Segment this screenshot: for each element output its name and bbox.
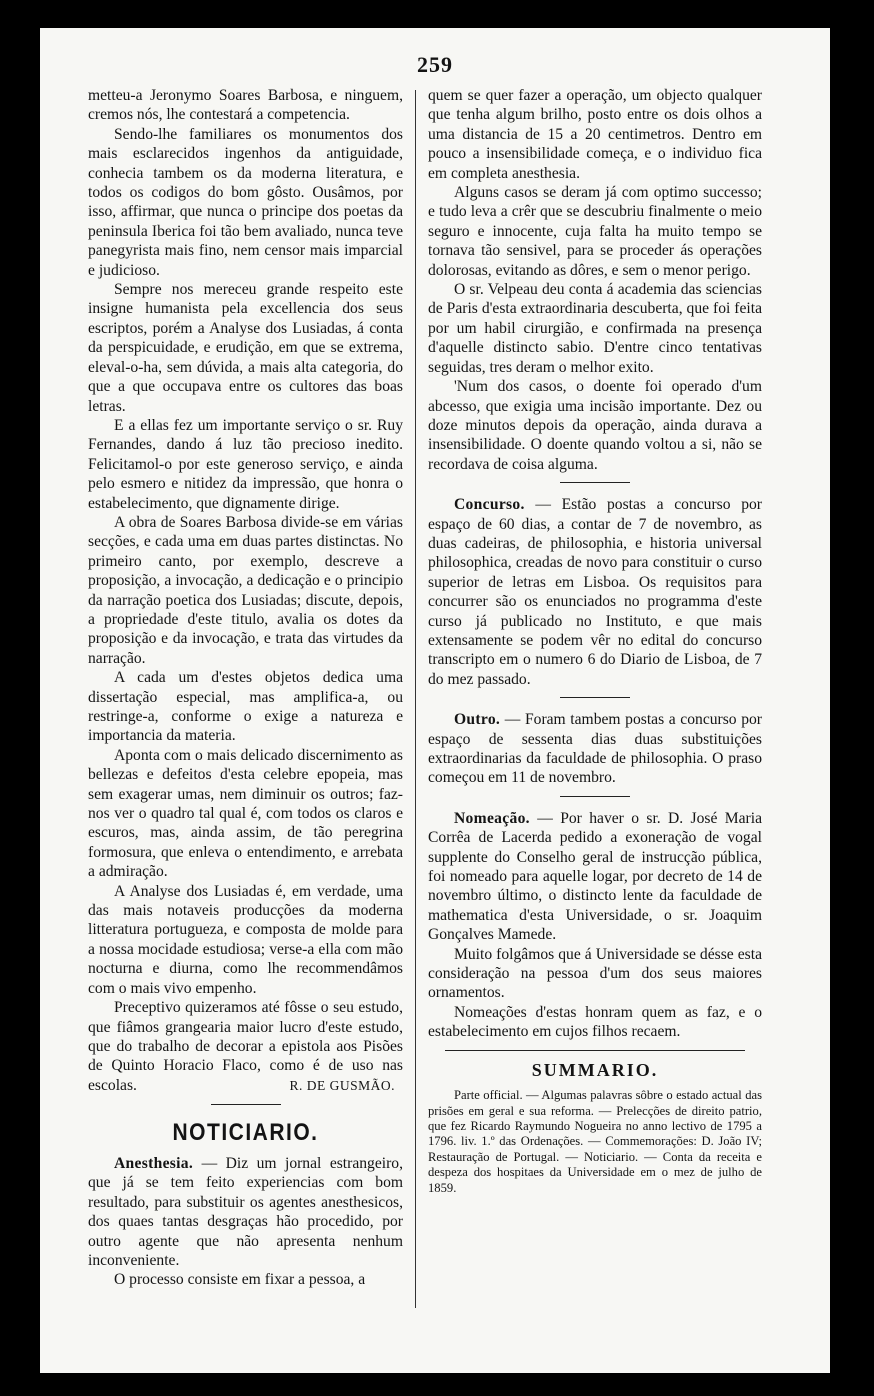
paragraph: Muito folgâmos que á Universidade se désse esta consideração na pessoa d'um dos seus maiores ornamentos.	[428, 945, 762, 1002]
paragraph: quem se quer fazer a operação, um objecto qualquer que tenha algum brilho, posto entre os dois olhos a uma distancia de 15 a 20 centimetros. Dentro em pouco a insensibilidade começa, e o individuo fica em completa anesthesia.	[428, 87, 762, 182]
summary-title: SUMMARIO.	[531, 1059, 659, 1080]
column-divider	[415, 90, 416, 1308]
author-signature: R. DE GUSMÃO.	[289, 1078, 395, 1094]
news-item-nomeacao	[428, 809, 762, 945]
divider	[560, 697, 630, 698]
right-column	[428, 86, 762, 1196]
divider	[560, 482, 630, 483]
paragraph: A Analyse dos Lusiadas é, em verdade, uma das mais notaveis producções da moderna litteratura portugueza, e composta de molde para a nossa mocidade estudiosa; verse-a ella com mão nocturna e diurna, como lhe recommendâmos com o mais vivo empenho.	[88, 882, 403, 997]
news-lead: Anesthesia.	[114, 1154, 194, 1172]
newspaper-page	[40, 28, 830, 1373]
paragraph: Preceptivo quizeramos até fôsse o seu estudo, que fiâmos grangearia maior lucro d'este estudo, que do trabalho de decorar a epistola aos Pisões de Quinto Horacio Flaco, como é de uso nas escolas.	[88, 999, 403, 1094]
paragraph: 'Num dos casos, o doente foi operado d'um abcesso, que exigia uma incisão importante. Dez ou doze minutos depois da operação, ainda durava a insensibilidade. O doente quando voltou a si, não se recordava de coisa alguma.	[428, 378, 762, 473]
paragraph: O sr. Velpeau deu conta á academia das sciencias de Paris d'esta extraordinaria descuberta, que foi feita por um habil cirurgião, e confirmada na presença d'aquelle distincto sabio. D'entre cinco tentativas seguidas, tres deram o melhor exito.	[428, 281, 762, 376]
paragraph: Aponta com o mais delicado discernimento as bellezas e defeitos d'esta celebre epopeia, mas sem exagerar umas, nem diminuir os outros; faz-nos ver o quadro tal qual é, com todos os claros e escuros, mas, ainda assim, de tão peregrina formosura, que enleva o entendimento, e arrebata a admiração.	[88, 746, 403, 881]
paragraph: E a ellas fez um importante serviço o sr. Ruy Fernandes, dando á luz tão precioso inedito. Felicitamol-o por este generoso serviço, e ainda pelo esmero e nitidez da impressão, que honra o estabelecimento, que dignamente dirige.	[88, 416, 403, 512]
news-item-outro	[428, 710, 762, 788]
left-column	[88, 86, 403, 1290]
section-title: NOTICIARIO.	[172, 1118, 319, 1146]
summary-text: Parte official. — Algumas palavras sôbre o estado actual das prisões em geral e sua reforma. — Prelecções de direito patrio, que fez Ricardo Raymundo Nogueira no anno lectivo de 1795 a 1796. liv. 1.º das Ordenações. — Commemorações: D. João IV; Restauração de Portugal. — Noticiario. — Conta da receita e despeza dos hospitaes da Universidade em o mez de julho de 1859.	[428, 1088, 762, 1195]
news-text: — Por haver o sr. D. José Maria Corrêa de Lacerda pedido a exoneração de vogal supplente do Conselho geral de instrucção pública, foi nomeado para aquelle logar, por decreto de 14 de novembro último, o distincto lente da faculdade de mathematica d'esta Universidade, o sr. Joaquim Gonçalves Mamede.	[428, 809, 762, 944]
divider	[445, 1050, 745, 1051]
paragraph: Sendo-lhe familiares os monumentos dos mais esclarecidos ingenhos da antiguidade, conhecia tambem os da moderna literatura, e todos os codigos do bom gôsto. Ousâmos, por isso, affirmar, que nunca o principe dos poetas da peninsula Iberica foi tão bem avaliado, nunca teve panegyrista mais fino, nem censor mais imparcial e judicioso.	[88, 125, 403, 279]
news-lead: Concurso.	[454, 496, 525, 514]
news-lead: Outro.	[454, 711, 501, 729]
paragraph: O processo consiste em fixar a pessoa, a	[114, 1271, 366, 1289]
page-number: 259	[417, 52, 453, 77]
news-item-concurso	[428, 495, 762, 689]
divider	[560, 796, 630, 797]
paragraph: Nomeações d'estas honram quem as faz, e o estabelecimento em cujos filhos recaem.	[428, 1003, 762, 1041]
news-text: — Estão postas a concurso por espaço de 60 dias, a contar de 7 de novembro, as duas cadeiras, de philosophia, e historia universal philosophica, creadas de novo para constituir o curso superior de letras em Lisboa. Os requisitos para concurrer são os enunciados no programma d'este curso já publicado no Instituto, e que mais extensamente se podem vêr no edital do concurso transcripto em o numero 6 do Diario de Lisboa, de 7 do mez passado.	[428, 496, 762, 688]
news-item-anesthesia	[88, 1154, 403, 1270]
news-text: — Foram tambem postas a concurso por espaço de sessenta dias duas substituições extraordinarias da faculdade de philosophia. O praso começou em 11 de novembro.	[428, 711, 762, 787]
paragraph: A obra de Soares Barbosa divide-se em várias secções, e cada uma em duas partes distinctas. No primeiro canto, por exemplo, descreve a proposição, a invocação, a dedicação e o principio da narração poetica dos Lusiadas; discute, depois, a propriedade d'este titulo, avalia os dotes da proposição e da invocação, e trata das virtudes da narração.	[88, 513, 403, 667]
news-lead: Nomeação.	[454, 809, 530, 827]
paragraph: metteu-a Jeronymo Soares Barbosa, e ninguem, cremos nós, lhe contestará a competencia.	[88, 87, 403, 124]
news-text: — Diz um jornal estrangeiro, que já se tem feito experiencias com bom resultado, para substituir os agentes anesthesicos, dos quaes tantas desgraças hão procedido, por outro agente que não apresenta nenhum inconveniente.	[88, 1154, 403, 1269]
paragraph: Sempre nos mereceu grande respeito este insigne humanista pela excellencia dos seus escriptos, porém a Analyse dos Lusiadas, á conta da perspicuidade, e erudição, em que se extrema, eleval-o-ha, sem dúvida, a mais alta categoria, do que a que occupava entre os cultores das boas letras.	[88, 281, 403, 415]
paragraph: A cada um d'estes objetos dedica uma dissertação especial, mas amplifica-a, ou restringe-a, conforme o exige a natureza e importancia da materia.	[88, 669, 403, 745]
paragraph: Alguns casos se deram já com optimo successo; e tudo leva a crêr que se descubriu finalmente o meio seguro e innocente, cuja falta ha muito tempo se tornava tão sensivel, para se proceder ás operações dolorosas, evitando as dôres, e sem o menor perigo.	[428, 184, 762, 279]
divider	[211, 1104, 281, 1105]
